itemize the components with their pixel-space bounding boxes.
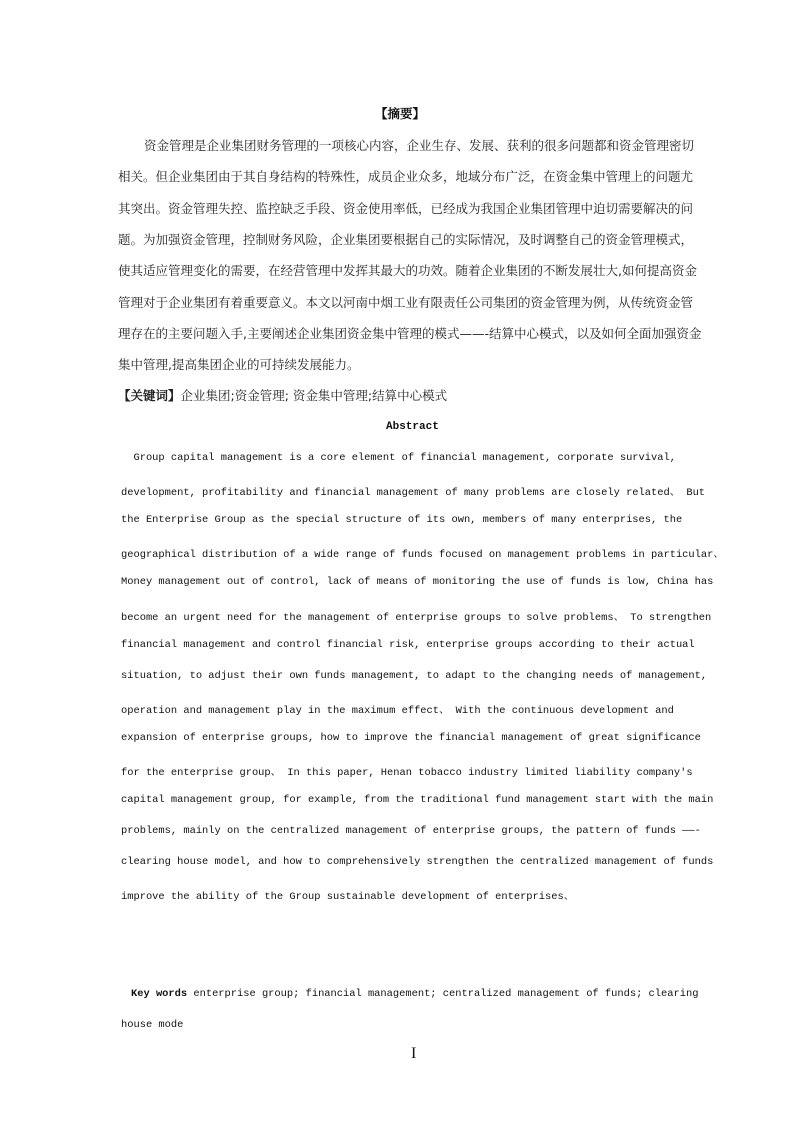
keywords-en-continued: house mode: [121, 1019, 184, 1031]
abstract-cn-heading: 【摘要】: [375, 106, 426, 121]
abstract-en-line: for the enterprise group、 In this paper, Henan tobacco industry limited liability company's: [121, 767, 693, 779]
abstract-cn-line: 题。为加强资金管理，控制财务风险，企业集团要根据自己的实际情况，及时调整自己的资金管理模式，: [118, 231, 694, 247]
abstract-en-line: Group capital management is a core element of financial management, corporate survival,: [121, 452, 676, 464]
abstract-en-line: financial management and control financial risk, enterprise groups according to their actual: [121, 638, 695, 651]
abstract-en-line: expansion of enterprise groups, how to improve the financial management of great significance: [121, 731, 701, 744]
keywords-en: [131, 988, 699, 1000]
abstract-cn-line: 使其适应管理变化的需要，在经营管理中发挥其最大的功效。随着企业集团的不断发展壮大,如何提高资金: [118, 263, 697, 279]
abstract-en-line: operation and management play in the maximum effect、 With the continuous development and: [121, 704, 674, 717]
abstract-cn-line: 理存在的主要问题入手,主要阐述企业集团资金集中管理的模式——-结算中心模式，以及如何全面加强资金: [118, 325, 702, 341]
keywords-en-text: enterprise group; financial management; centralized management of funds; clearing: [187, 988, 699, 1000]
abstract-cn-line: 集中管理,提高集团企业的可持续发展能力。: [118, 357, 360, 373]
keywords-en-label: Key words: [131, 988, 188, 1000]
abstract-en-line: become an urgent need for the management of enterprise groups to solve problems、 To strengthen: [121, 611, 712, 624]
abstract-en-heading: Abstract: [386, 421, 439, 433]
abstract-en-line: clearing house model, and how to comprehensively strengthen the centralized management of funds: [121, 856, 714, 869]
keywords-cn-text: 企业集团;资金管理; 资金集中管理;结算中心模式: [180, 388, 448, 403]
abstract-en-line: capital management group, for example, from the traditional fund management start with the main: [121, 794, 714, 807]
abstract-en-line: development, profitability and financial management of many problems are closely related、 But: [121, 487, 706, 500]
page-number: I: [411, 1045, 417, 1062]
abstract-en-line: improve the ability of the Group sustainable development of enterprises、: [121, 891, 575, 904]
abstract-en-line: geographical distribution of a wide range of funds focused on management problems in particular、: [121, 549, 724, 562]
abstract-en-line: the Enterprise Group as the special structure of its own, members of many enterprises, the: [121, 514, 683, 527]
abstract-cn-line: 资金管理是企业集团财务管理的一项核心内容，企业生存、发展、获利的很多问题都和资金管理密切: [144, 138, 695, 153]
abstract-en-line: Money management out of control, lack of means of monitoring the use of funds is low, China has: [121, 576, 714, 589]
abstract-en-line: situation, to adjust their own funds management, to adapt to the changing needs of management,: [121, 669, 708, 682]
abstract-cn-line: 其突出。资金管理失控、监控缺乏手段、资金使用率低，已经成为我国企业集团管理中迫切需要解决的问: [118, 200, 694, 216]
abstract-cn-line: 管理对于企业集团有着重要意义。本文以河南中烟工业有限责任公司集团的资金管理为例，从传统资金管: [118, 294, 694, 310]
keywords-cn-label: 【关键词】: [118, 388, 181, 403]
keywords-cn: [118, 386, 688, 404]
abstract-cn-line: 相关。但企业集团由于其自身结构的特殊性，成员企业众多，地域分布广泛，在资金集中管理上的问题尤: [118, 169, 694, 185]
abstract-en-line: problems, mainly on the centralized management of enterprise groups, the pattern of funds ——-: [121, 825, 701, 838]
